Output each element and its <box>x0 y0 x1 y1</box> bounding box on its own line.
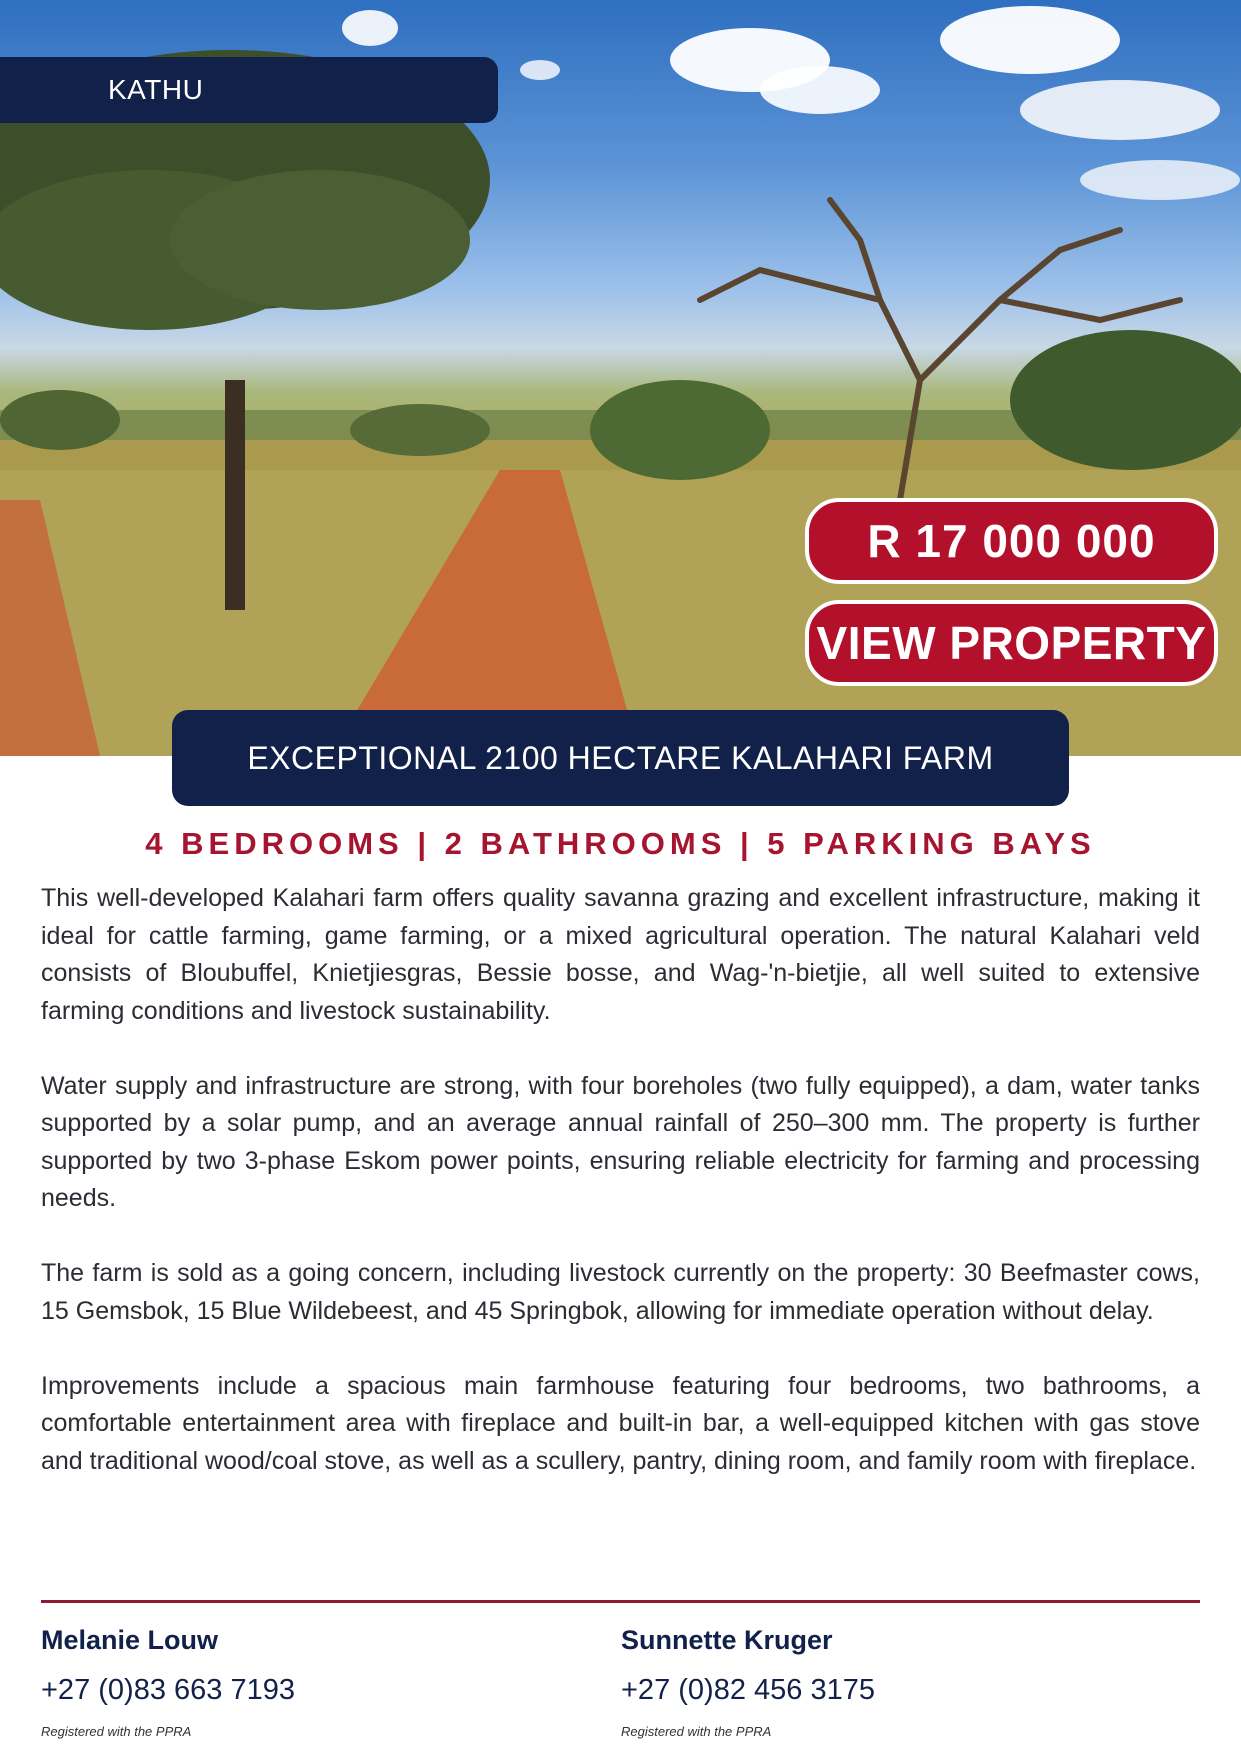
description-paragraph: This well-developed Kalahari farm offers quality savanna grazing and excellent infrastructure, making it ideal for cattle farming, game farming, or a mixed agricultural operation. The natural Kalahari veld consists of Bloubuffel, Knietjiesgras, Bessie bosse, and Wag-'n-bietjie, all well suited to extensive farming conditions and livestock sustainability. <box>41 884 1200 1025</box>
footer-divider <box>41 1600 1200 1603</box>
description-paragraph: The farm is sold as a going concern, including livestock currently on the property: 30 Beefmaster cows, 15 Gemsbok, 15 Blue Wildebeest, and 45 Springbok, allowing for immediate operation without delay. <box>41 1259 1200 1325</box>
feature-summary: 4 BEDROOMS | 2 BATHROOMS | 5 PARKING BAYS <box>145 826 1096 861</box>
location-tag: KATHU <box>0 57 498 123</box>
agent-registration: Registered with the PPRA <box>621 1724 772 1739</box>
agent-phone[interactable]: +27 (0)82 456 3175 <box>621 1674 875 1706</box>
agent-contact <box>621 1620 875 1739</box>
agent-registration: Registered with the PPRA <box>41 1724 192 1739</box>
description-paragraph: Improvements include a spacious main farmhouse featuring four bedrooms, two bathrooms, a comfortable entertainment area with fireplace and built-in bar, a well-equipped kitchen with gas stove and traditional wood/coal stove, as well as a scullery, pantry, dining room, and family room with fireplace. <box>41 1371 1200 1475</box>
agent-name: Melanie Louw <box>41 1625 219 1655</box>
view-property-button[interactable]: VIEW PROPERTY <box>805 600 1218 686</box>
agent-contact <box>41 1620 295 1739</box>
agent-name: Sunnette Kruger <box>621 1625 833 1655</box>
description-paragraph: Water supply and infrastructure are strong, with four boreholes (two fully equipped), a dam, water tanks supported by a solar pump, and an average annual rainfall of 250–300 mm. The property is further supported by two 3-phase Eskom power points, ensuring reliable electricity for farming and processing needs. <box>41 1071 1200 1212</box>
property-description <box>41 880 1200 1518</box>
price-badge: R 17 000 000 <box>805 498 1218 584</box>
agent-phone[interactable]: +27 (0)83 663 7193 <box>41 1674 295 1706</box>
listing-title: EXCEPTIONAL 2100 HECTARE KALAHARI FARM <box>172 710 1069 806</box>
